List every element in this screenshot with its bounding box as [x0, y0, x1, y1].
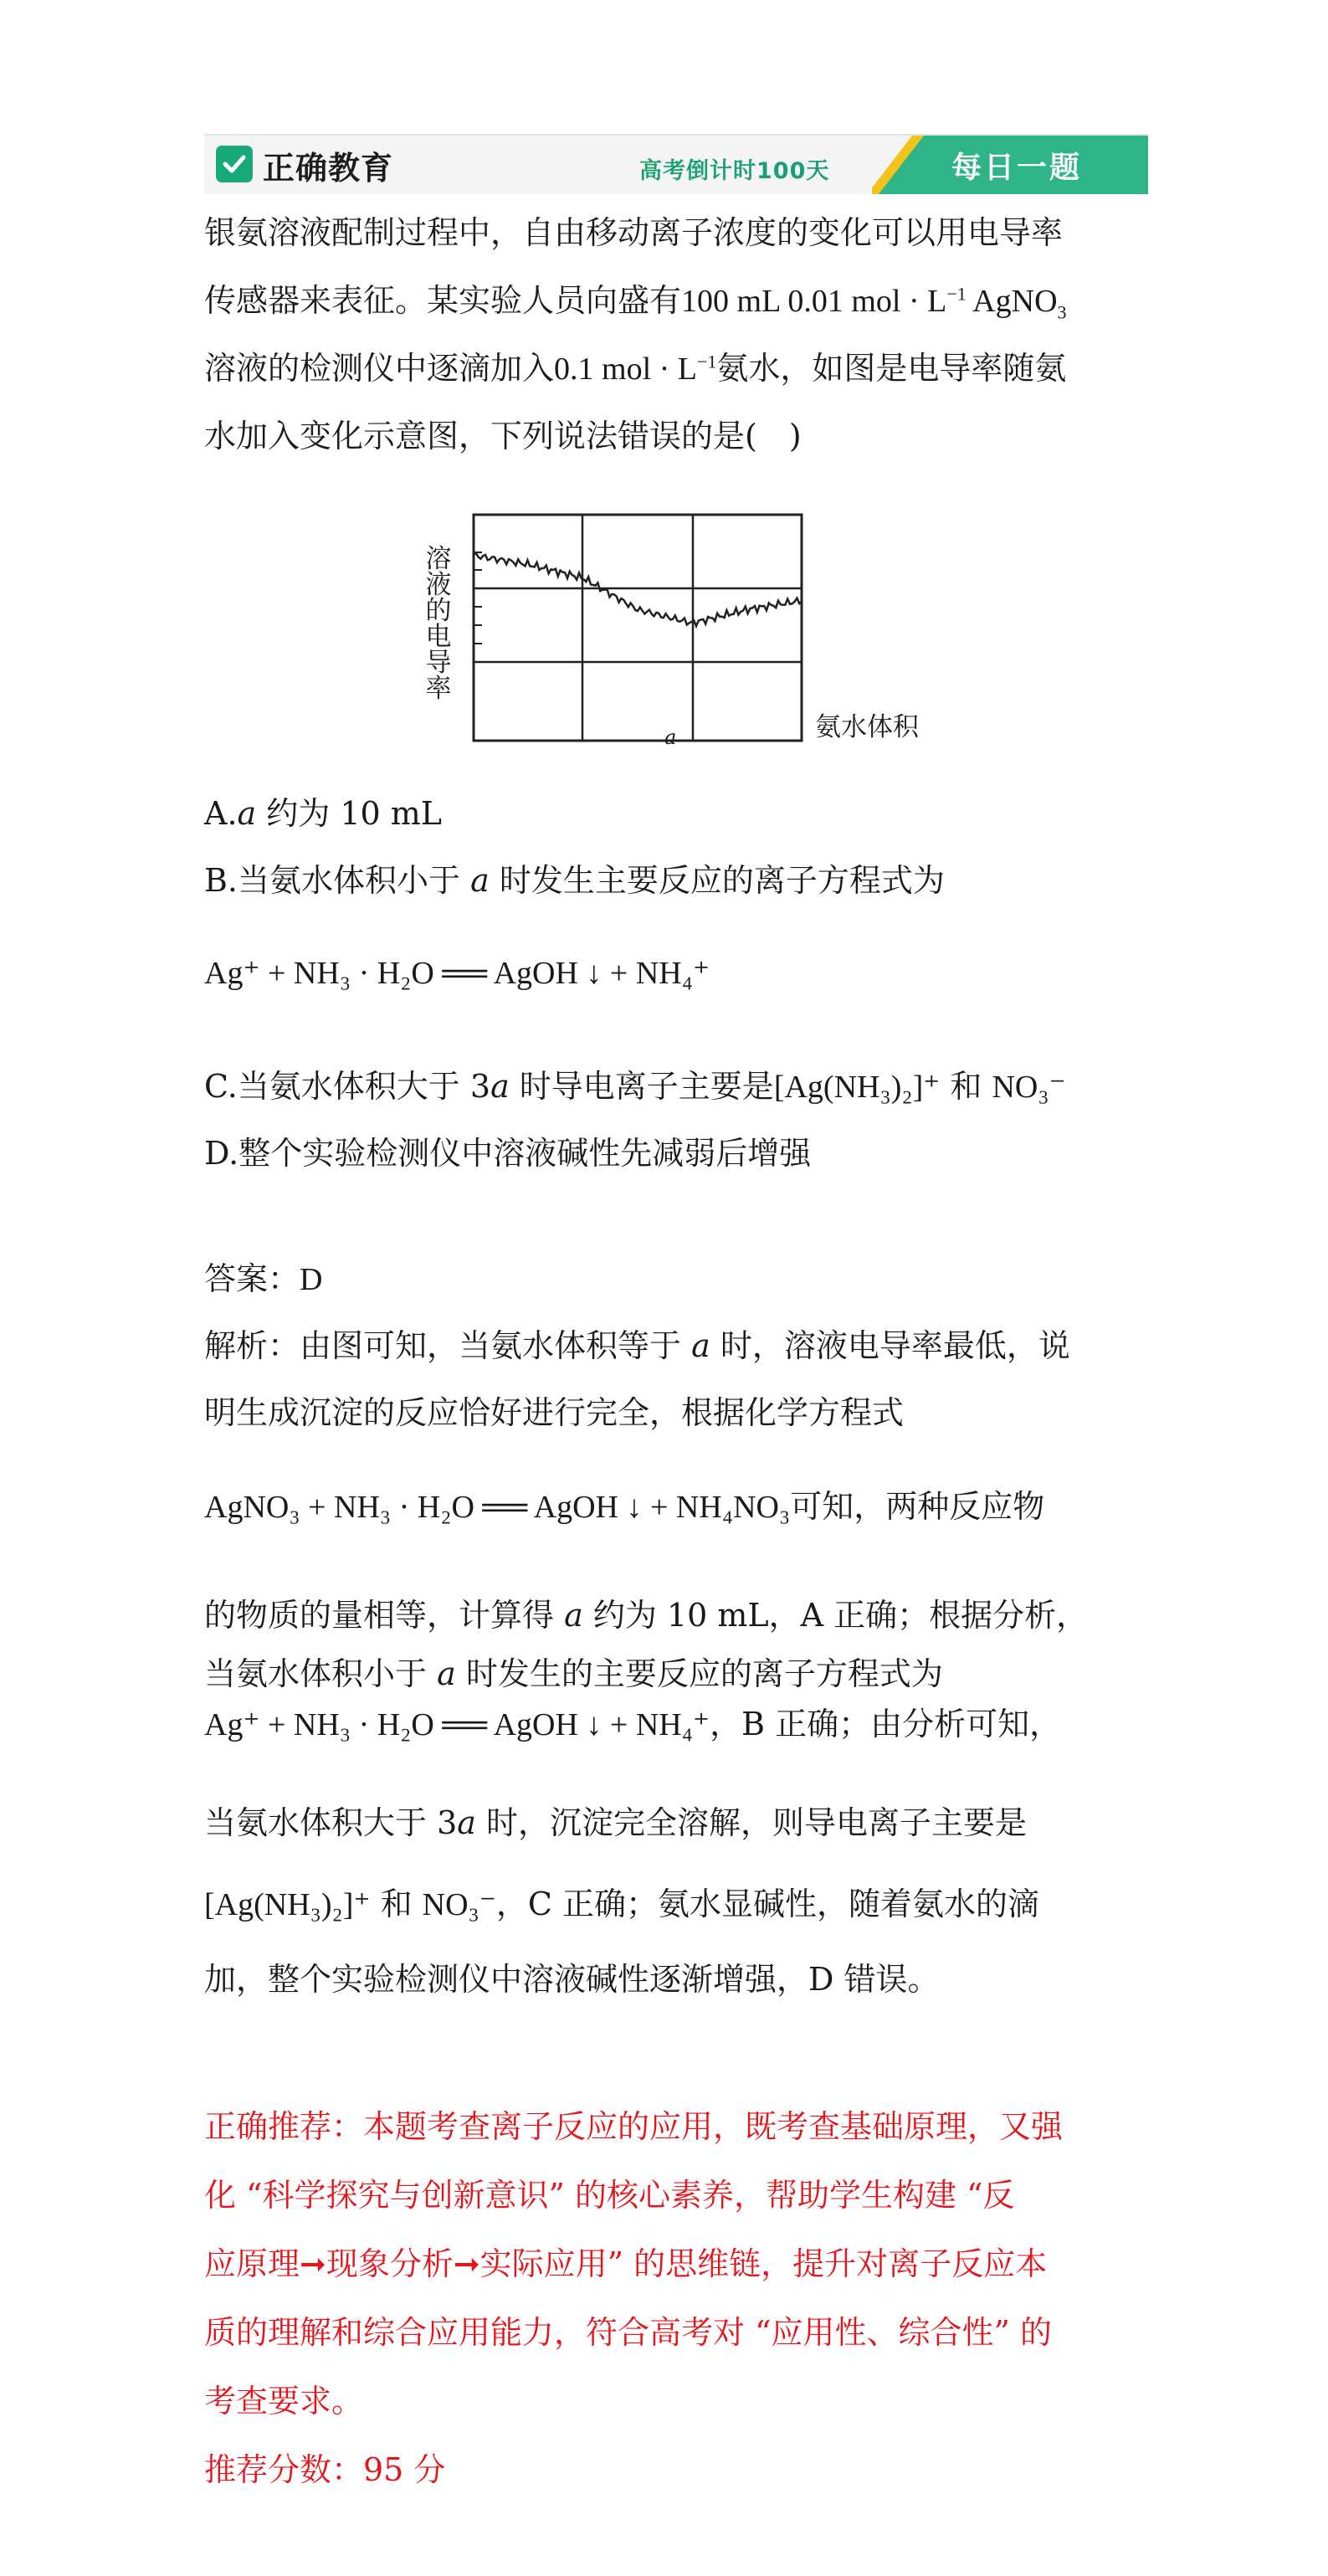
- option-b-equation: Ag⁺ + NH₃ · H₂O ══ AgOH ↓ + NH₄⁺: [204, 956, 710, 991]
- chart-x-label: 氨水体积: [815, 712, 919, 742]
- conductivity-chart: [422, 506, 924, 766]
- answer: 答案：D: [204, 1260, 323, 1297]
- option-d: D.整个实验检测仪中溶液碱性先减弱后增强: [204, 1135, 812, 1172]
- question-line: 水加入变化示意图，下列说法错误的是( ): [204, 418, 802, 454]
- chart-frame: [474, 515, 802, 741]
- recommend-line: 质的理解和综合应用能力，符合高考对 “应用性、综合性” 的: [204, 2314, 1053, 2351]
- option-c: C.当氨水体积大于 3a 时导电离子主要是[Ag(NH₃)₂]⁺ 和 NO₃⁻: [204, 1068, 1066, 1105]
- ion-complex: [Ag(NH₃)₂]⁺: [773, 1070, 941, 1105]
- option-a: A.a 约为 10 mL: [204, 795, 443, 832]
- recommend-line: 正确推荐：本题考查离子反应的应用，既考查基础原理，又强: [204, 2108, 1064, 2145]
- question-stem: [204, 199, 1148, 470]
- analysis-line: AgNO₃ + NH₃ · H₂O ══ AgOH ↓ + NH₄NO₃可知，两种反应物: [204, 1488, 1045, 1525]
- check-logo-icon: [216, 146, 253, 182]
- analysis-line: 当氨水体积大于 3a 时，沉淀完全溶解，则导电离子主要是: [204, 1804, 1028, 1841]
- question-line: 传感器来表征。某实验人员向盛有100 mL 0.01 mol · $L^{-1}$ AgNO$_3$: [204, 282, 1067, 323]
- header-banner: [204, 134, 1148, 194]
- conductivity-series-line: [474, 553, 802, 626]
- analysis-line: Ag⁺ + NH₃ · H₂O ══ AgOH ↓ + NH₄⁺，B 正确；由分析可知，: [204, 1706, 1062, 1742]
- ion-nitrate: NO₃⁻: [992, 1070, 1066, 1105]
- document: [204, 134, 1148, 2488]
- analysis-line: 当氨水体积小于 a 时发生的主要反应的离子方程式为: [204, 1655, 943, 1692]
- daily-question-label: 每日一题: [951, 151, 1083, 185]
- daily-question-tag: [872, 136, 1148, 194]
- option-b: B.当氨水体积小于 a 时发生主要反应的离子方程式为: [204, 862, 945, 899]
- chart-plot: [455, 506, 807, 749]
- countdown-text: 高考倒计时100天: [639, 158, 830, 184]
- question-line: 溶液的检测仪中逐滴加入0.1 mol · $L^{-1}$氨水，如图是电导率随氨: [204, 350, 1067, 387]
- recommend-score: 推荐分数：95 分: [204, 2451, 446, 2488]
- analysis-line: [Ag(NH₃)₂]⁺ 和 NO₃⁻，C 正确；氨水显碱性，随着氨水的滴: [204, 1886, 1040, 1922]
- chart-x-tick-a: a: [664, 726, 677, 749]
- analysis-line: 加，整个实验检测仪中溶液碱性逐渐增强，D 错误。: [204, 1961, 940, 1998]
- recommend-line: 化 “科学探究与创新意识” 的核心素养，帮助学生构建 “反: [204, 2177, 1015, 2214]
- analysis-line: 明生成沉淀的反应恰好进行完全，根据化学方程式: [204, 1394, 905, 1431]
- brand-name: 正确教育: [263, 150, 394, 187]
- recommend-line: 应原理➞现象分析➞实际应用” 的思维链，提升对离子反应本: [204, 2245, 1048, 2282]
- analysis-line: 的物质的量相等，计算得 a 约为 10 mL，A 正确；根据分析，: [204, 1597, 1089, 1634]
- recommend-line: 考查要求。: [204, 2383, 364, 2419]
- chart-y-label: 溶 液 的 电 导 率: [425, 544, 452, 704]
- question-line: 银氨溶液配制过程中，自由移动离子浓度的变化可以用电导率: [204, 214, 1064, 251]
- analysis-line: 解析：由图可知，当氨水体积等于 a 时，溶液电导率最低，说: [204, 1327, 1070, 1364]
- recommendation-block: [204, 2092, 1148, 2504]
